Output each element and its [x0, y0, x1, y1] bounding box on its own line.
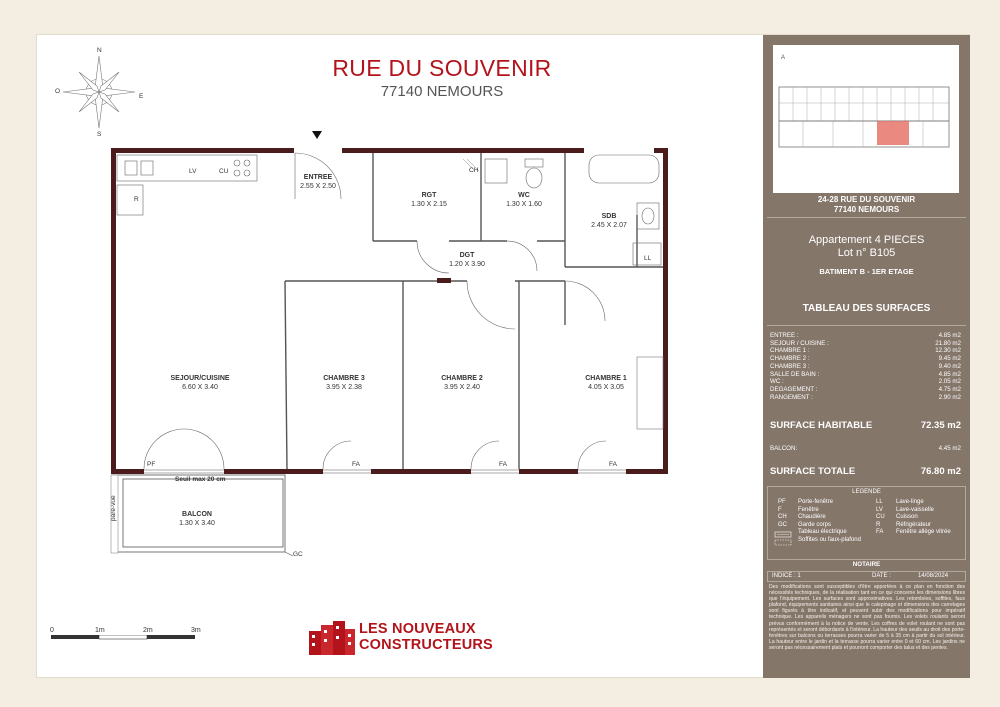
legend-symbols-icon	[774, 530, 794, 548]
compass-west-label: O	[55, 88, 61, 95]
legend-code: FA	[876, 529, 884, 536]
tag-pf: PF	[147, 461, 156, 468]
info-panel	[763, 35, 970, 678]
legend-code: PF	[778, 499, 786, 505]
legend-right-texts	[896, 499, 951, 537]
notaire-row	[767, 571, 966, 582]
tag-r: R	[134, 196, 139, 203]
surfaces-table	[770, 332, 961, 401]
legend-text: Fenêtre	[798, 506, 819, 513]
compass-rose-icon	[63, 56, 135, 128]
legend-text: Lave-vaisselle	[896, 506, 935, 513]
separator	[767, 325, 966, 326]
surface-label: CHAMBRE 1 :	[770, 347, 810, 355]
building-key-plan-image	[773, 45, 959, 193]
legend-code: CH	[778, 514, 787, 521]
interior-walls	[285, 153, 663, 469]
surface-row	[770, 363, 961, 371]
surface-label: CHAMBRE 3 :	[770, 362, 810, 370]
room-wc	[492, 191, 556, 209]
room-name: DGT	[459, 252, 475, 259]
scale-bar-graphic	[51, 635, 211, 657]
surface-row	[770, 332, 961, 340]
legend-text: Cuisson	[896, 514, 918, 521]
tag-fa-chambre2: FA	[499, 461, 507, 468]
legend-code: GC	[778, 521, 787, 528]
surface-habitable	[770, 420, 961, 431]
city-subtitle: 77140 NEMOURS	[380, 83, 504, 100]
room-dims: 2.55 X 2.50	[300, 183, 336, 190]
legend-text: Chaudière	[798, 514, 826, 521]
surface-value: 2.05 m2	[938, 378, 961, 386]
scale-label-2: 2m	[143, 627, 153, 634]
room-dims: 6.60 X 3.40	[182, 384, 218, 391]
surface-row	[770, 394, 961, 402]
legend-box	[767, 486, 966, 560]
logo-line1: LES NOUVEAUX	[359, 621, 476, 637]
tag-fa-chambre1: FA	[609, 461, 617, 468]
room-dims: 3.95 X 2.40	[444, 384, 480, 391]
room-name: CHAMBRE 1	[585, 375, 627, 382]
developer-logo	[309, 619, 509, 659]
surface-habitable-value: 72.35 m2	[920, 420, 961, 431]
tag-gc: GC	[293, 551, 303, 558]
balcon-row	[770, 445, 961, 452]
surface-row	[770, 386, 961, 394]
street-title: RUE DU SOUVENIR	[332, 55, 552, 81]
date-value: 14/08/2024	[918, 573, 949, 579]
room-name: CHAMBRE 3	[323, 375, 365, 382]
surface-totale-value: 76.80 m2	[920, 466, 961, 477]
room-sejour	[157, 374, 243, 392]
surface-value: 9.45 m2	[938, 355, 961, 363]
indice-label: INDICE : 1	[772, 573, 801, 579]
legend-text: Fenêtre allège vitrée	[896, 529, 951, 536]
room-chambre3	[311, 374, 377, 392]
room-name: SEJOUR/CUISINE	[170, 375, 230, 382]
surface-value: 2.90 m2	[938, 393, 961, 401]
legend-text: Porte-fenêtre	[798, 499, 834, 505]
tag-lv: LV	[189, 168, 197, 175]
surface-row	[770, 347, 961, 355]
bathroom-fixtures	[485, 155, 661, 265]
legend-left-codes	[778, 499, 787, 529]
room-dims: 3.95 X 2.38	[326, 384, 362, 391]
surface-totale-label: SURFACE TOTALE	[770, 466, 856, 477]
apartment-type: Appartement 4 PIECES	[808, 234, 925, 246]
logo-line2: CONSTRUCTEURS	[359, 637, 493, 653]
room-name: RGT	[421, 192, 437, 199]
room-name: BALCON	[182, 511, 212, 518]
room-chambre2	[429, 374, 495, 392]
surface-value: 4.75 m2	[938, 385, 961, 393]
surface-value: 12.30 m2	[935, 347, 961, 355]
surface-row	[770, 378, 961, 386]
surface-label: SALLE DE BAIN :	[770, 370, 820, 378]
surface-value: 4.85 m2	[938, 332, 961, 339]
room-name: WC	[518, 192, 530, 199]
room-dims: 1.20 X 3.90	[449, 261, 485, 268]
legend-text: Soffites ou faux-plafond	[798, 536, 861, 543]
building-logo-icon	[309, 621, 357, 655]
room-dims: 4.05 X 3.05	[588, 384, 624, 391]
room-dims: 1.30 X 1.60	[506, 201, 542, 208]
legend-code: LL	[876, 499, 883, 505]
surface-label: CHAMBRE 2 :	[770, 355, 810, 363]
room-name: CHAMBRE 2	[441, 375, 483, 382]
highlighted-lot	[877, 121, 909, 145]
balcon-value: 4.45 m2	[938, 445, 961, 452]
legend-code: R	[876, 521, 881, 528]
surface-row	[770, 340, 961, 348]
exterior-walls	[111, 148, 668, 474]
date-label: DATE :	[872, 573, 891, 579]
panel-address	[763, 195, 970, 215]
surface-row	[770, 355, 961, 363]
surface-label: SEJOUR / CUISINE :	[770, 339, 829, 347]
legend-text: Tableau électrique	[798, 529, 847, 536]
surface-habitable-label: SURFACE HABITABLE	[770, 420, 873, 431]
tag-cu: CU	[219, 168, 229, 175]
room-balcon	[161, 510, 233, 528]
legend-code: F	[778, 506, 782, 513]
pare-vue-label: pare-vue	[110, 495, 117, 521]
scale-label-1: 1m	[95, 627, 105, 634]
surface-value: 21.80 m2	[935, 339, 961, 347]
room-chambre1	[573, 374, 639, 392]
separator	[767, 217, 966, 218]
balcon-label: BALCON:	[770, 445, 798, 452]
lot-number: Lot n° B105	[837, 247, 896, 259]
room-dims: 1.30 X 3.40	[179, 520, 215, 527]
compass-east-label: E	[139, 93, 144, 100]
key-plan-thumbnail	[773, 45, 959, 193]
surface-value: 9.40 m2	[938, 362, 961, 370]
surface-value: 4.85 m2	[938, 370, 961, 378]
tag-fa-chambre3: FA	[352, 461, 360, 468]
panel-address-line1: 24-28 RUE DU SOUVENIR	[817, 195, 916, 204]
legend-left-texts	[798, 499, 861, 545]
plan-sheet	[36, 34, 970, 678]
room-dgt	[435, 251, 499, 269]
legend-title: LEGENDE	[852, 489, 881, 495]
notaire-title: NOTAIRE	[852, 561, 881, 568]
tag-ch: CH	[469, 167, 479, 174]
scale-label-3: 3m	[191, 627, 201, 634]
kitchen-counter	[117, 155, 257, 215]
compass-north-label: N	[97, 47, 102, 54]
legend-code: LV	[876, 506, 883, 513]
room-rgt	[397, 191, 461, 209]
room-entree	[285, 173, 351, 191]
room-name: ENTREE	[303, 174, 333, 181]
compass-south-label: S	[97, 131, 102, 138]
room-name: SDB	[601, 213, 617, 220]
surfaces-table-title: TABLEAU DES SURFACES	[802, 303, 931, 314]
legend-code: CU	[876, 514, 885, 521]
legend-right-codes	[876, 499, 885, 537]
entrance-arrow-icon	[312, 131, 322, 139]
surface-row	[770, 371, 961, 379]
surface-label: RANGEMENT :	[770, 393, 813, 401]
room-dims: 1.30 X 2.15	[411, 201, 447, 208]
svg-text:A: A	[781, 55, 786, 61]
tag-ll: LL	[644, 255, 652, 262]
legend-text: Lave-linge	[896, 499, 924, 505]
floor-plan-drawing	[37, 35, 763, 679]
surface-totale	[770, 466, 961, 477]
room-sdb	[577, 212, 641, 230]
surface-label: WC :	[770, 378, 784, 386]
surface-label: ENTREE :	[770, 332, 799, 339]
batiment-label: BATIMENT B - 1ER ETAGE	[819, 267, 914, 276]
legend-text: Garde corps	[798, 521, 832, 528]
disclaimer-notes: Des modifications sont susceptibles d'être apportées à ce plan en fonction des nécessités techniques, de la réalisation tant en ce qui concerne les dimensions libres que l'équipement. Les surfaces sont approximatives. Les retombées, soffites, faux plafond, équipements sanitaires ainsi que le calepinage et dimensions des carrelages sont figurés à titre indicatif, et peuvent subir des modifications pour impératif technique. Les appareils ménagers ne sont pas fournis. Les volets roulants seront prévus conformément à la notice de vente. Les coffres de volet roulant ne sont pas représentés et seront débordants à l'intérieur. La hauteur des seuils au droit des porte-fenêtres sur balcons ou terrasses pourra varier de 5 à 35 cm à partir du sol intérieur. La hauteur entre le jardin et la terrasse pourra varier entre 0 et 60 cm. Les jardins ne seront pas nécessairement plats et pourront comporter des talus et des pentes.	[769, 584, 965, 651]
scale-label-0: 0	[50, 627, 54, 634]
seuil-label: Seuil max 20 cm	[175, 476, 226, 483]
legend-text: Réfrigérateur	[896, 521, 932, 528]
surface-label: DEGAGEMENT :	[770, 385, 818, 393]
panel-address-line2: 77140 NEMOURS	[833, 205, 900, 214]
room-dims: 2.45 X 2.07	[591, 222, 627, 229]
